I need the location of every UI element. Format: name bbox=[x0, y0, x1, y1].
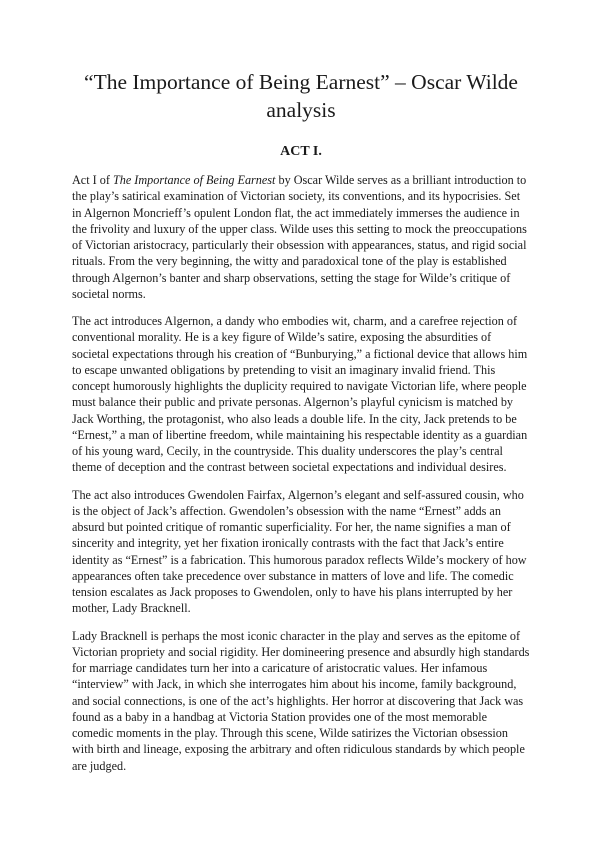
play-title-italic: The Importance of Being Earnest bbox=[112, 173, 276, 187]
paragraph-4: Lady Bracknell is perhaps the most iconic character in the play and serves as the epitome of Victorian propriety and social rigidity. Her domineering presence and absurdly high standards for marriage candidates turn her into a caricature of aristocratic values. Her infamous “interview” with Jack, in which she interrogates him about his income, family background, and social connections, is one of the act’s highlights. Her horror at discovering that Jack was found as a baby in a handbag at Victoria Station provides one of the most memorable comedic moments in the play. Through this scene, Wilde satirizes the Victorian obsession with birth and lineage, exposing the arbitrary and often ridiculous standards by which people are judged. bbox=[72, 628, 530, 773]
document-title: “The Importance of Being Earnest” – Oscar Wilde analysis bbox=[84, 70, 518, 122]
paragraph-1-pre: Act I of bbox=[72, 173, 113, 187]
paragraph-2: The act introduces Algernon, a dandy who embodies wit, charm, and a carefree rejection of conventional morality. He is a key figure of Wilde’s satire, exposing the absurdities of societal expectations through his creation of “Bunburying,” a fictional device that allows him to escape unwanted obligations by pretending to visit an imaginary invalid friend. This concept humorously highlights the duplicity required to navigate Victorian life, where people must balance their public and private personas. Algernon’s playful cynicism is matched by Jack Worthing, the protagonist, who also leads a double life. In the city, Jack pretends to be “Ernest,” a man of libertine freedom, while maintaining his respectable identity as a guardian of his young ward, Cecily, in the countryside. This duality underscores the play’s central theme of deception and the contrast between societal expectations and individual desires. bbox=[72, 314, 528, 475]
paragraph-1 bbox=[72, 172, 530, 302]
section-heading: ACT I. bbox=[280, 144, 322, 159]
paragraph-3: The act also introduces Gwendolen Fairfax, Algernon’s elegant and self-assured cousin, who is the object of Jack’s affection. Gwendolen’s obsession with the name “Ernest” adds an absurd but pointed critique of romantic superficiality. For her, the name signifies a man of sincerity and integrity, yet her fixation ironically contrasts with the fact that Jack’s entire identity as “Ernest” is a fabrication. This humorous paradox reflects Wilde’s mockery of how appearances often take precedence over substance in matters of love and life. The comedic tension escalates as Jack proposes to Gwendolen, only to have his plans interrupted by her mother, Lady Bracknell. bbox=[72, 487, 527, 616]
paragraph-1-post: by Oscar Wilde serves as a brilliant introduction to the play’s satirical examination of Victorian society, its conventions, and its hypocrisies. Set in Algernon Moncrieff’s opulent London flat, the act immediately immerses the audience in the frivolity and luxury of the upper class. Wilde uses this setting to mock the preoccupations of Victorian aristocracy, particularly their obsession with appearances, status, and rigid social rituals. From the very beginning, the witty and paradoxical tone of the play is established through Algernon’s banter and sharp observations, setting the stage for Wilde’s critique of societal norms. bbox=[72, 173, 527, 301]
